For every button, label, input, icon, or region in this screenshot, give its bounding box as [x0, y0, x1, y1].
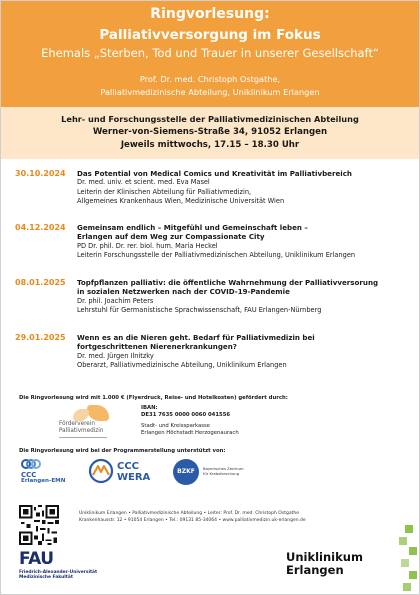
venue-institution: Lehr- und Forschungsstelle der Palliativmedizinischen Abteilung — [61, 114, 359, 124]
event-date: 04.12.2024 — [15, 223, 66, 232]
event-affiliation: Lehrstuhl für Germanistische Sprachwissenschaft, FAU Erlangen-Nürnberg — [77, 306, 322, 315]
leaf-icon — [87, 405, 109, 421]
event-body — [77, 223, 409, 260]
green-squares-decoration — [399, 525, 419, 595]
header-band — [1, 1, 419, 107]
venue-band — [1, 107, 419, 159]
flyer-subtitle: Palliativversorgung im Fokus — [99, 27, 321, 43]
venue-address: Werner-von-Siemens-Straße 34, 91052 Erlangen — [92, 127, 328, 137]
event-date: 08.01.2025 — [15, 278, 66, 287]
organizer-department: Palliativmedizinische Abteilung, Uniklinikum Erlangen — [100, 87, 320, 97]
bzkf-text-line1: Bayerisches Zentrum — [203, 466, 244, 471]
event-date: 29.01.2025 — [15, 333, 66, 342]
event-date: 30.10.2024 — [15, 169, 66, 178]
fau-wordmark: FAU — [19, 549, 54, 569]
uk-line2: Erlangen — [286, 563, 344, 577]
wera-line1: CCC — [117, 461, 140, 472]
wera-text — [117, 461, 150, 483]
contact-line: Uniklinikum Erlangen • Palliativmedizinische Abteilung • Leiter: Prof. Dr. med. Christoph Ostgathe — [79, 511, 299, 516]
event-title: Wenn es an die Nieren geht. Bedarf für Palliativmedizin bei — [77, 333, 315, 342]
bzkf-text — [203, 467, 263, 476]
leaf-icon — [73, 409, 89, 421]
event-title: Gemeinsam endlich – Mitgefühl und Gemeinschaft leben – — [77, 223, 308, 232]
wera-mark-icon — [87, 457, 115, 485]
iban-value: DE31 7635 0000 0060 041556 — [141, 411, 231, 418]
contact-info — [79, 511, 399, 524]
event-affiliation: Leiterin Forschungsstelle der Palliativmedizinischen Abteilung, Uniklinikum Erlangen — [77, 251, 356, 260]
contact-line: Krankenhausstr. 12 • 91054 Erlangen • Tel.: 09131 85-34064 • www.palliativmedizin.uk-erlangen.de — [79, 517, 306, 523]
ccc-logo-word: CCC — [21, 471, 37, 479]
bank-name-line2: Erlangen Höchstadt Herzogenaurach — [141, 429, 239, 436]
qr-code-icon[interactable] — [19, 505, 59, 545]
fau-subtitle-line1: Friedrich-Alexander-Universität — [19, 570, 98, 575]
event-speaker: Dr. med. univ. et scient. med. Eva Masel — [77, 178, 210, 187]
event-speaker: Dr. phil. Joachim Peters — [77, 296, 154, 305]
bzkf-text-line2: für Krebsforschung — [203, 470, 240, 476]
event-affiliation: Leiterin der Klinischen Abteilung für Palliativmedizin, — [77, 187, 252, 196]
foerderverein-name-line1: Förderverein — [59, 421, 95, 427]
event-speaker: PD Dr. phil. Dr. rer. biol. hum. Maria Heckel — [77, 241, 218, 250]
bzkf-badge: BZKF — [173, 459, 199, 485]
fau-logo — [19, 549, 139, 589]
fau-subtitle-line2: Medizinische Fakultät — [19, 575, 73, 581]
organizer-name: Prof. Dr. med. Christoph Ostgathe, — [139, 74, 281, 84]
event-body — [77, 278, 409, 315]
event-speaker: Dr. med. Jürgen Ilnitzky — [77, 351, 154, 360]
event-title: Das Potential von Medical Comics und Kreativität im Palliativbereich — [77, 169, 352, 178]
event-body — [77, 169, 409, 206]
event-title: Erlangen auf dem Weg zur Compassionate City — [77, 232, 265, 242]
foerderverein-name-line2: Palliativmedizin — [59, 427, 104, 434]
ccc-logo-name: Erlangen-EMN — [21, 478, 66, 484]
foerderverein-logo — [59, 405, 129, 441]
event-affiliation: Allgemeines Krankenhaus Wien, Medizinische Universität Wien — [77, 196, 285, 205]
bank-name: Stadt- und Kreissparkasse — [141, 423, 211, 430]
program-intro: Die Ringvorlesung wird bei der Programmerstellung unterstützt von: — [19, 448, 226, 454]
divider — [59, 437, 107, 438]
sponsor-intro: Die Ringvorlesung wird mit 1.000 € (Flyerdruck, Reise- und Hotelkosten) gefördert durch: — [19, 395, 288, 401]
uk-line1: Uniklinikum — [286, 550, 363, 564]
bzkf-logo — [173, 459, 263, 489]
former-title: Ehemals „Sterben, Tod und Trauer in unserer Gesellschaft“ — [41, 46, 379, 60]
ccc-wera-logo — [87, 457, 149, 491]
event-title: fortgeschrittenen Nierenerkrankungen? — [77, 342, 237, 352]
venue-time: Jeweils mittwochs, 17.15 – 18.30 Uhr — [120, 140, 300, 150]
uniklinikum-logo — [286, 551, 396, 585]
event-affiliation: Oberarzt, Palliativmedizinische Abteilung, Uniklinikum Erlangen — [77, 361, 287, 370]
foerderverein-name — [59, 421, 129, 434]
bank-details — [141, 405, 239, 436]
iban-label: IBAN: — [141, 405, 158, 411]
flyer-title: Ringvorlesung: — [150, 6, 270, 22]
event-title: Topfpflanzen palliativ: die öffentliche Wahrnehmung der Palliativversorung — [77, 278, 379, 287]
fau-subtitle — [19, 570, 97, 581]
event-title: in sozialen Netzwerken nach der COVID-19-Pandemie — [77, 287, 290, 297]
event-body — [77, 333, 409, 370]
wera-line2: WERA — [117, 472, 151, 483]
